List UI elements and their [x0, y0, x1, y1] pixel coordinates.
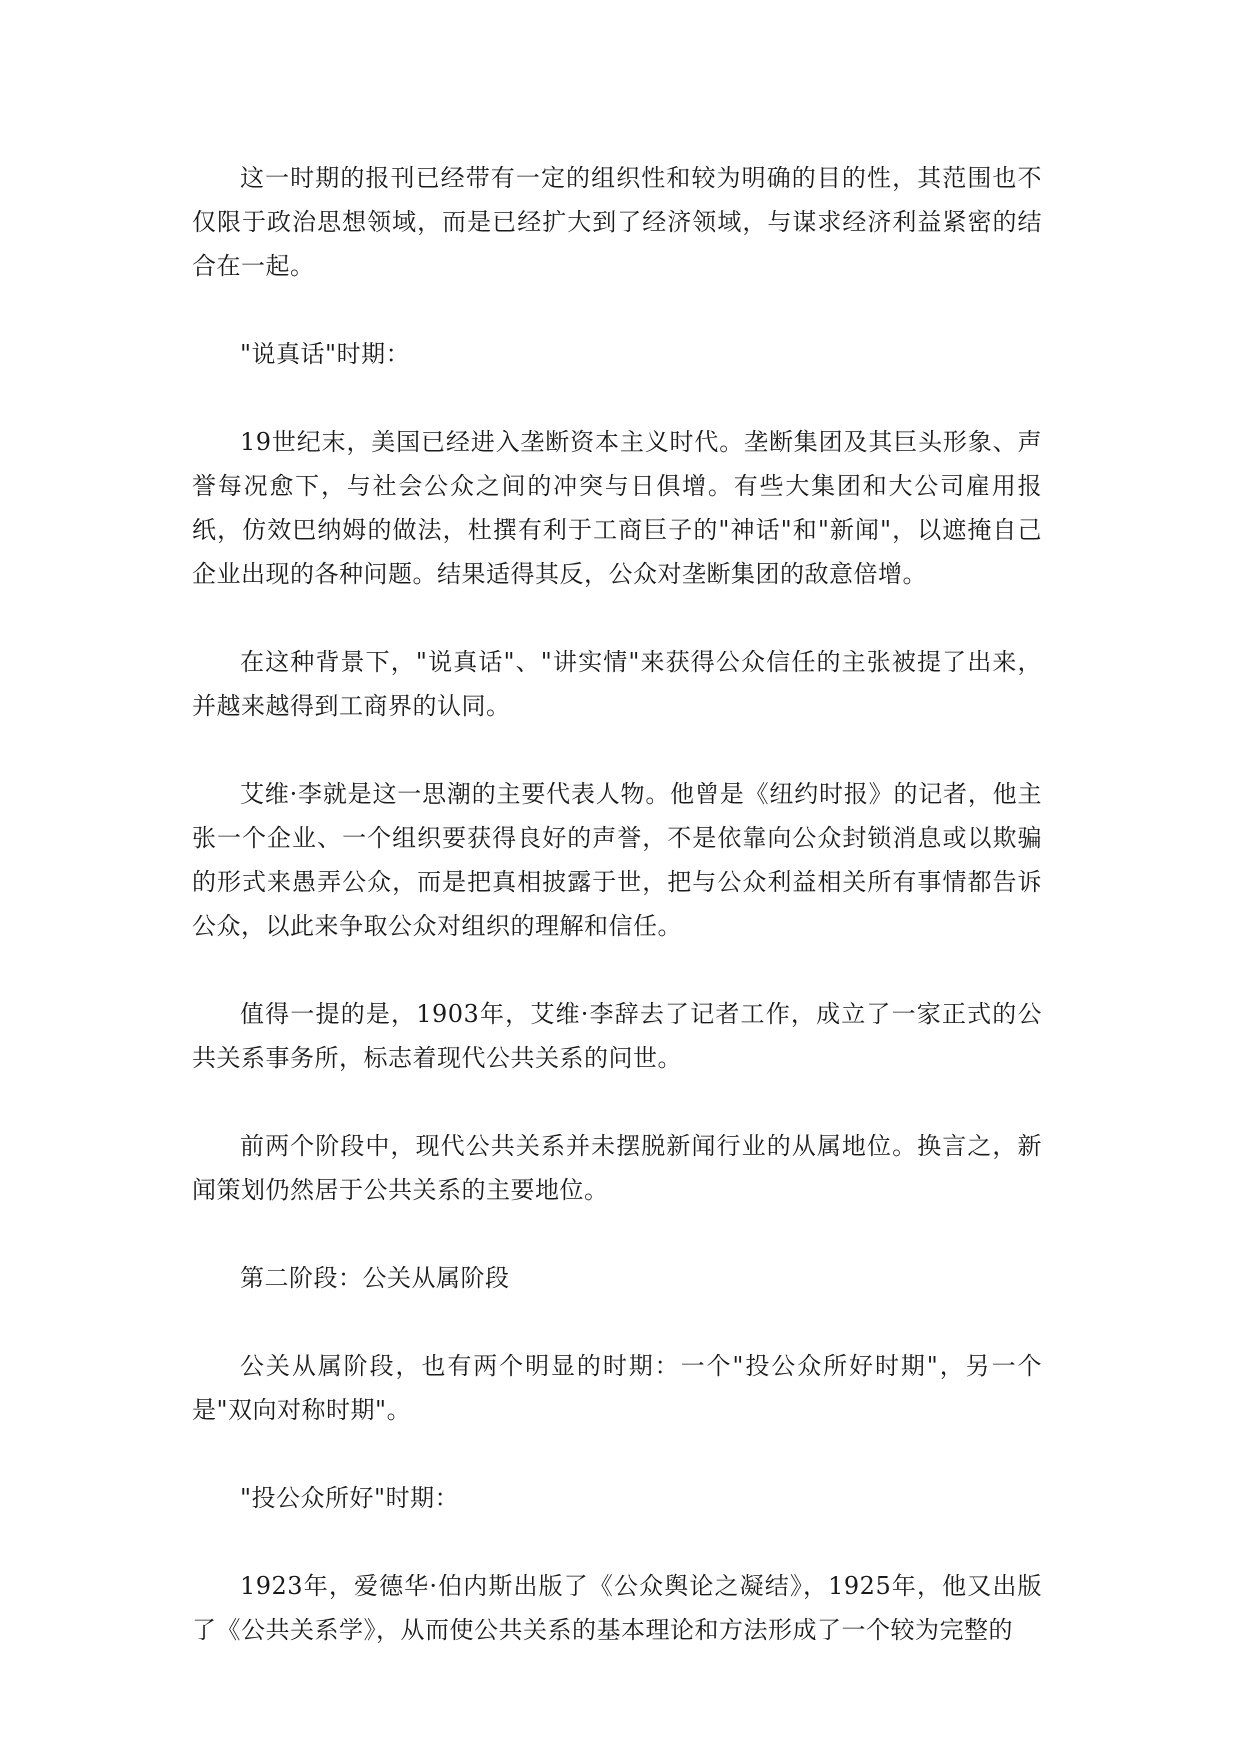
heading-public-pleasing-period: "投公众所好"时期：	[240, 1484, 460, 1512]
paragraph-truth-proposal: 在这种背景下，"说真话"、"讲实情"来获得公众信任的主张被提了出来，并越来越得到工商界的认同。	[192, 648, 1042, 720]
paragraph-intro: 这一时期的报刊已经带有一定的组织性和较为明确的目的性，其范围也不仅限于政治思想领域，而是已经扩大到了经济领域，与谋求经济利益紧密的结合在一起。	[192, 164, 1042, 280]
paragraph-subordinate-stage: 公关从属阶段，也有两个明显的时期：一个"投公众所好时期"，另一个是"双向对称时期"。	[192, 1352, 1042, 1424]
paragraph-monopoly-era: 19世纪末，美国已经进入垄断资本主义时代。垄断集团及其巨头形象、声誉每况愈下，与社会公众之间的冲突与日俱增。有些大集团和大公司雇用报纸，仿效巴纳姆的做法，杜撰有利于工商巨子的"神话"和"新闻"，以遮掩自己企业出现的各种问题。结果适得其反，公众对垄断集团的敌意倍增。	[192, 428, 1042, 588]
document-body	[192, 156, 1042, 1652]
heading-truth-period: "说真话"时期：	[240, 340, 411, 368]
paragraph-ivy-lee: 艾维·李就是这一思潮的主要代表人物。他曾是《纽约时报》的记者，他主张一个企业、一个组织要获得良好的声誉，不是依靠向公众封锁消息或以欺骗的形式来愚弄公众，而是把真相披露于世，把与公众利益相关所有事情都告诉公众，以此来争取公众对组织的理解和信任。	[192, 780, 1042, 940]
paragraph-first-two-stages: 前两个阶段中，现代公共关系并未摆脱新闻行业的从属地位。换言之，新闻策划仍然居于公共关系的主要地位。	[192, 1132, 1042, 1204]
paragraph-1903: 值得一提的是，1903年，艾维·李辞去了记者工作，成立了一家正式的公共关系事务所，标志着现代公共关系的问世。	[192, 1000, 1042, 1072]
heading-second-stage: 第二阶段：公关从属阶段	[240, 1264, 510, 1292]
paragraph-bernays: 1923年，爱德华·伯内斯出版了《公众舆论之凝结》，1925年，他又出版了《公共关系学》，从而使公共关系的基本理论和方法形成了一个较为完整的	[192, 1572, 1042, 1644]
